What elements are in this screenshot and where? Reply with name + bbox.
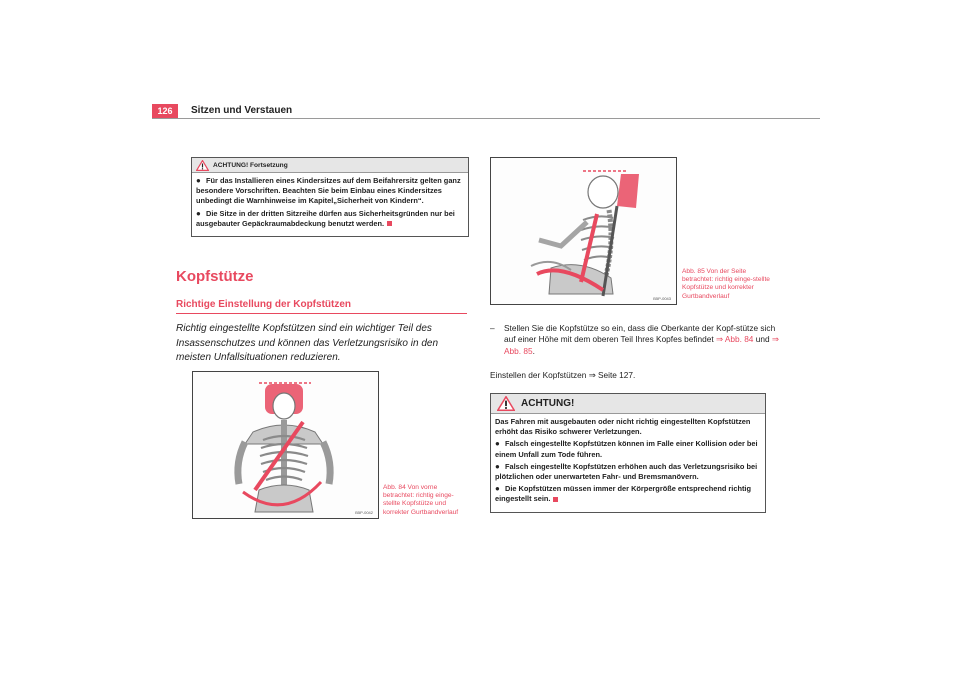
warning-box-header bbox=[192, 158, 468, 173]
cross-reference[interactable]: Einstellen der Kopfstützen ⇒ Seite 127. bbox=[490, 370, 636, 380]
warning-body bbox=[192, 173, 468, 235]
warning-box bbox=[490, 393, 766, 513]
running-head: Sitzen und Verstauen bbox=[191, 105, 293, 116]
warning-item-text: Falsch eingestellte Kopfstützen können im Falle einer Kollision oder bei einem Unfall zum Tode führen. bbox=[495, 439, 758, 459]
warning-box-header bbox=[491, 394, 765, 414]
bullet-icon: ● bbox=[495, 439, 500, 449]
bullet-icon: ● bbox=[495, 484, 500, 494]
warning-item-text: Falsch eingestellte Kopfstützen erhöhen auch das Verletzungsrisiko bei plötzlichen oder unerwarteten Fahr- und Bremsmanövern. bbox=[495, 461, 758, 482]
warning-item bbox=[495, 484, 761, 504]
warning-item bbox=[495, 439, 761, 459]
front-view-illustration bbox=[193, 372, 378, 518]
figure-side-view bbox=[490, 157, 677, 305]
header-rule bbox=[152, 118, 820, 119]
warning-item-text: Für das Installieren eines Kindersitzes auf dem Beifahrersitz gelten ganz besondere Vorschriften. Beachten Sie beim Einbau eines Kindersitzes unbedingt die Warnhinweise im Kapitel„Sicherheit von Kindern“. bbox=[196, 176, 461, 206]
instruction-text-middle: und bbox=[753, 334, 772, 345]
bullet-icon: ● bbox=[196, 176, 201, 185]
side-view-illustration bbox=[491, 158, 676, 304]
end-square-icon bbox=[387, 221, 392, 226]
section-heading: Kopfstütze bbox=[176, 268, 254, 285]
bullet-icon: ● bbox=[196, 208, 201, 218]
end-square-icon bbox=[553, 497, 558, 502]
warning-title: ACHTUNG! Fortsetzung bbox=[213, 161, 288, 169]
warning-triangle-icon bbox=[196, 160, 209, 171]
bullet-icon: ● bbox=[495, 461, 500, 471]
page-number: 126 bbox=[152, 104, 178, 118]
figure-code: B5P-0043 bbox=[653, 296, 671, 301]
figure-caption: Abb. 84 Von vorne betrachtet: richtig einge-stellte Kopfstütze und korrekter Gurtbandverlauf bbox=[383, 484, 459, 516]
warning-item bbox=[495, 462, 761, 482]
figure-link-85[interactable]: ⇒ Abb. 85 bbox=[504, 334, 779, 356]
figure-code: B5P-0042 bbox=[355, 510, 373, 515]
instruction-step bbox=[490, 323, 782, 357]
warning-intro: Das Fahren mit ausgebauten oder nicht richtig eingestellten Kopfstützen erhöht das Risiko schwerer Verletzungen. bbox=[495, 417, 751, 437]
lead-paragraph: Richtig eingestellte Kopfstützen sind ein wichtiger Teil des Insassenschutzes und können das Verletzungsrisiko in den meisten Unfallsituationen reduzieren. bbox=[176, 323, 439, 363]
warning-triangle-icon bbox=[497, 396, 515, 411]
instruction-text-end: . bbox=[532, 345, 535, 356]
instruction-text: Stellen Sie die Kopfstütze so ein, dass die Oberkante der Kopf-stütze sich auf einer Höhe mit dem oberen Teil Ihres Kopfes befindet bbox=[504, 323, 776, 345]
warning-title: ACHTUNG! bbox=[521, 398, 575, 409]
warning-item bbox=[196, 176, 464, 207]
figure-caption: Abb. 85 Von der Seite betrachtet: richtig einge-stellte Kopfstütze und korrekter Gurtbandverlauf bbox=[682, 268, 770, 300]
warning-item-text: Die Sitze in der dritten Sitzreihe dürfen aus Sicherheitsgründen nur bei ausgebauter Gepäckraumabdeckung benutzt werden. bbox=[196, 208, 455, 228]
figure-front-view bbox=[192, 371, 379, 519]
subsection-rule bbox=[176, 313, 467, 314]
figure-link-84[interactable]: ⇒ Abb. 84 bbox=[716, 334, 754, 345]
dash-marker: – bbox=[490, 323, 495, 333]
warning-item bbox=[196, 209, 464, 229]
warning-box-continued bbox=[191, 157, 469, 237]
warning-body bbox=[491, 414, 765, 511]
warning-item-text: Die Kopfstützen müssen immer der Körpergröße entsprechend richtig eingestellt sein. bbox=[495, 484, 751, 504]
subsection-heading: Richtige Einstellung der Kopfstützen bbox=[176, 299, 352, 310]
